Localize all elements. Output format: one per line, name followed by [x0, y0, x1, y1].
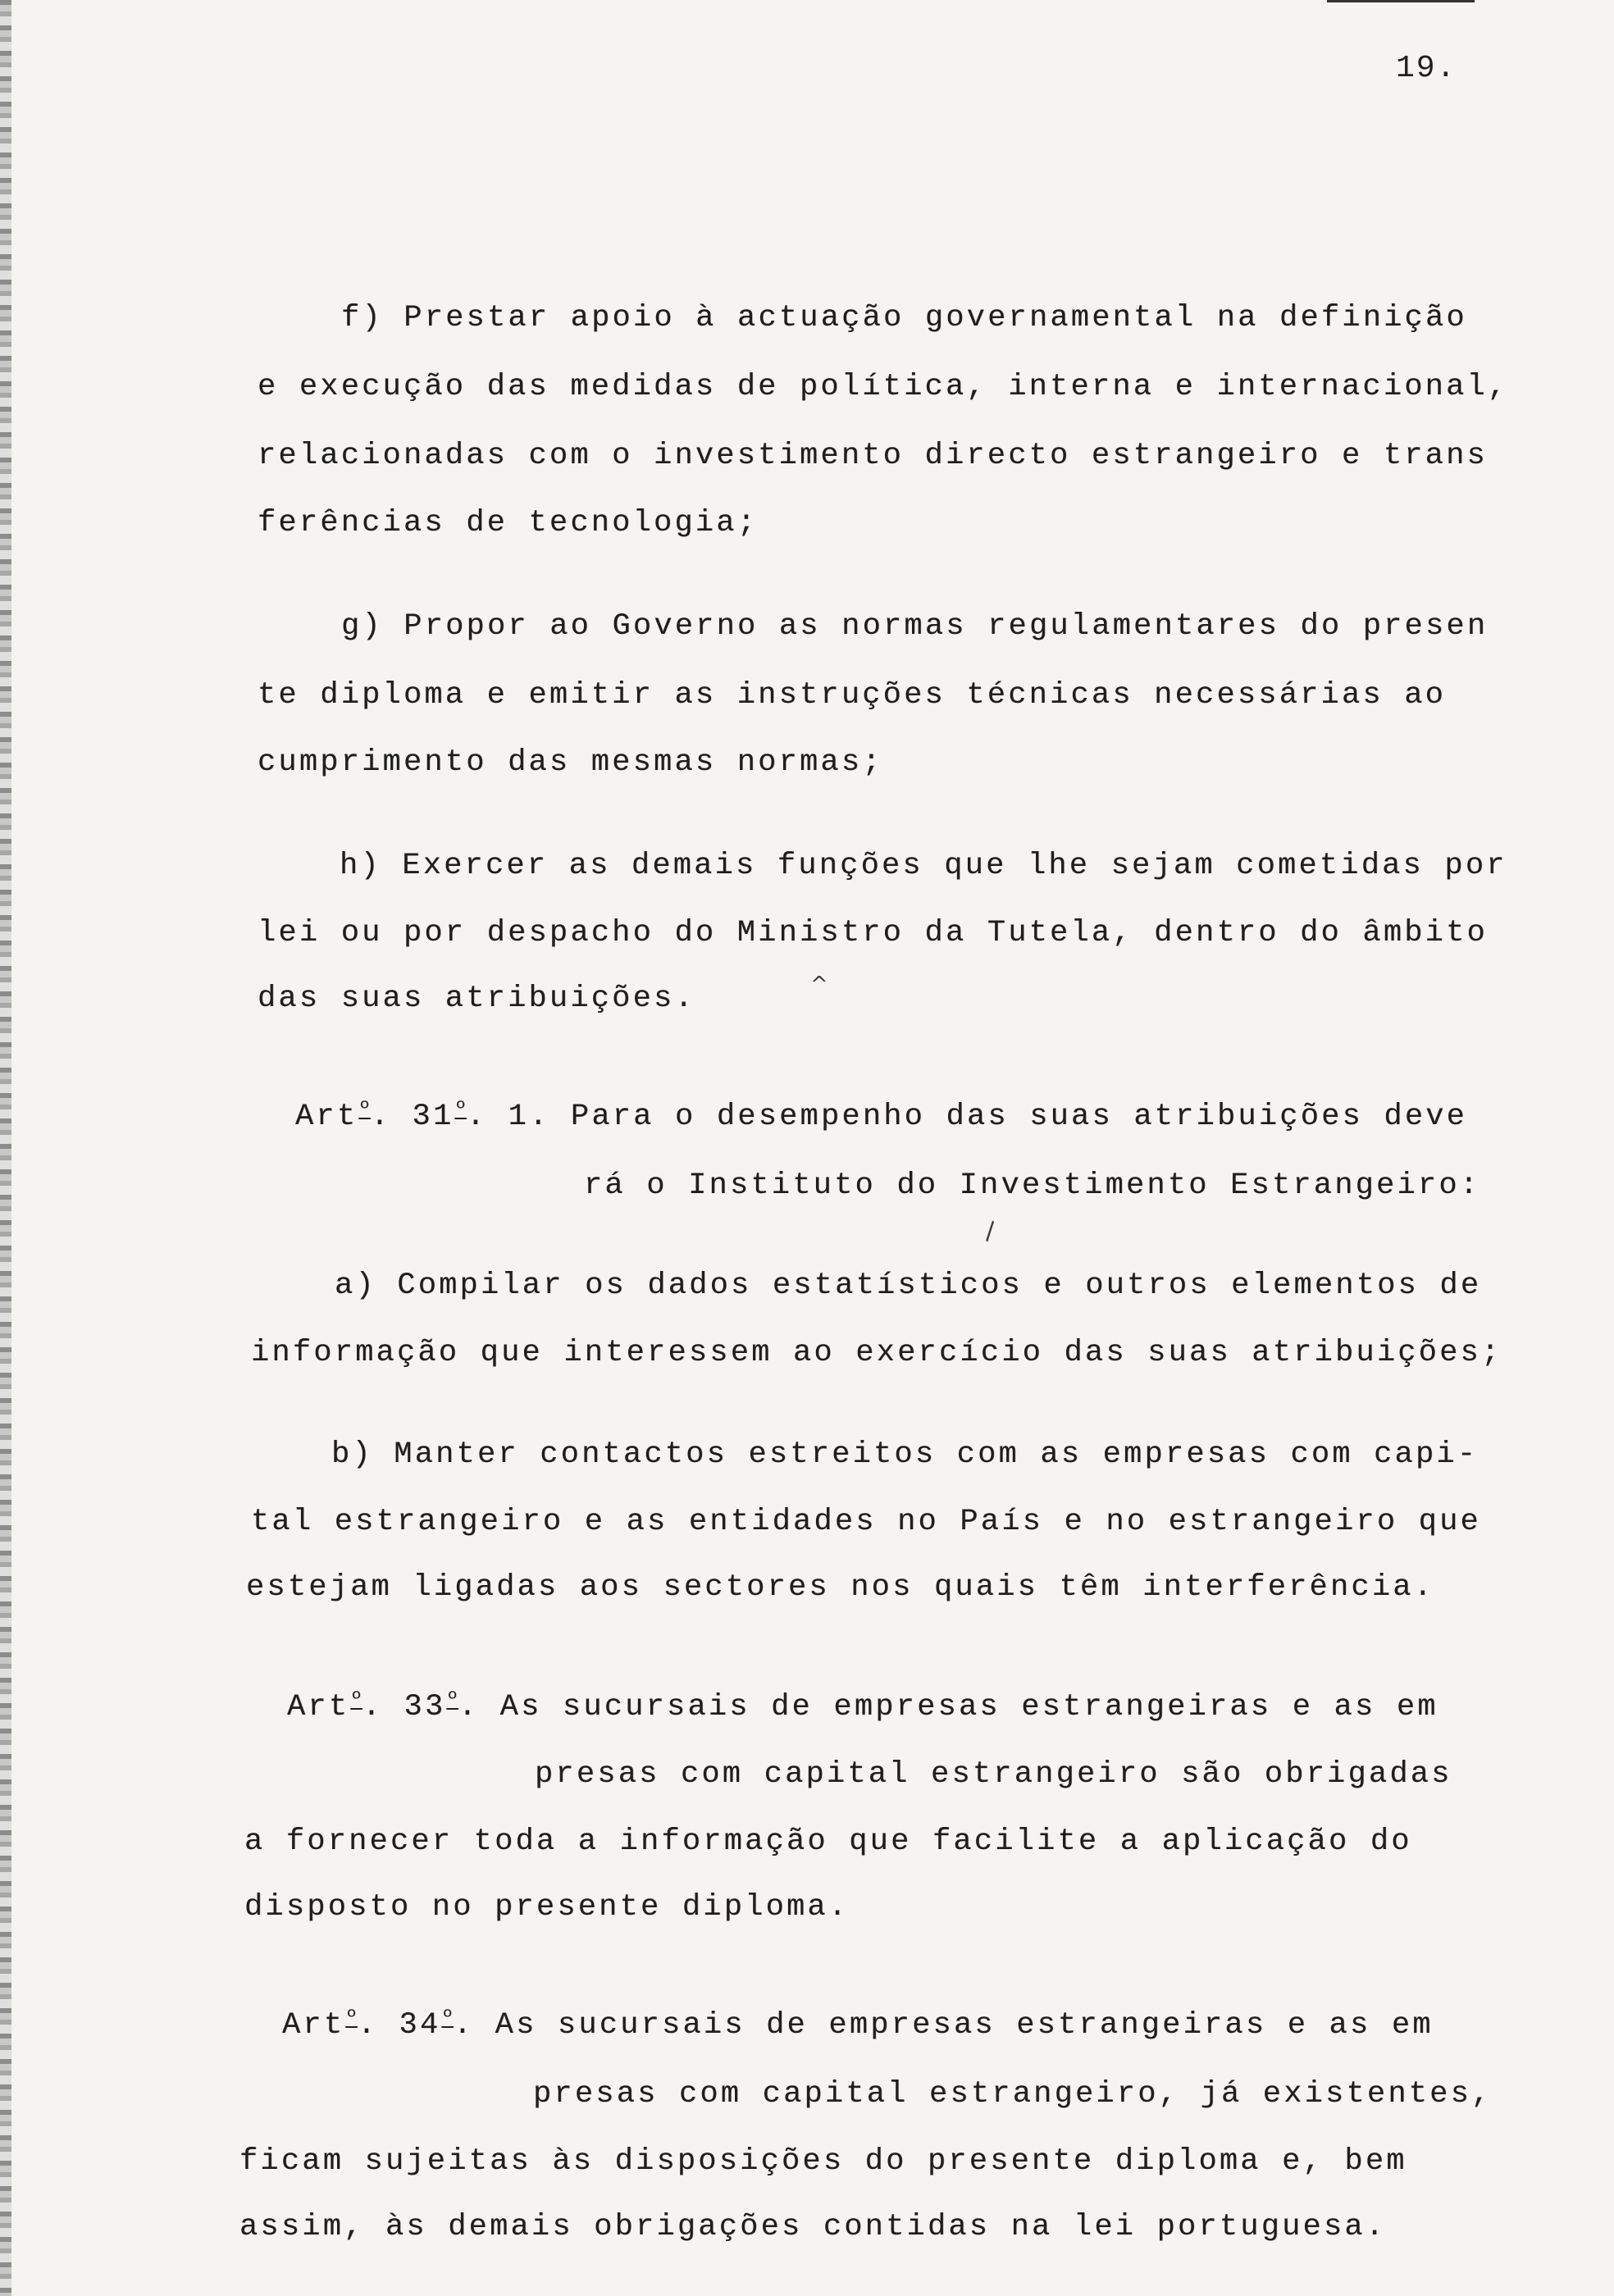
line-f-2: e execução das medidas de política, interna e internacional, — [258, 370, 1509, 404]
line-g-1: g) Propor ao Governo as normas regulamentares do presen — [341, 609, 1489, 644]
art31-a-1: a) Compilar os dados estatísticos e outros elementos de — [335, 1269, 1482, 1303]
line-f-3: relacionadas com o investimento directo estrangeiro e trans — [258, 439, 1488, 473]
art33-line-4: disposto no presente diploma. — [244, 1890, 850, 1925]
art34-line-4: assim, às demais obrigações contidas na lei portuguesa. — [239, 2210, 1387, 2244]
scan-edge — [0, 0, 11, 2296]
line-f-4: ferências de tecnologia; — [258, 506, 759, 540]
stray-mark: ^ — [810, 973, 828, 997]
line-h-1: h) Exercer as demais funções que lhe sejam cometidas por — [340, 849, 1507, 883]
art31-b-2: tal estrangeiro e as entidades no País e no estrangeiro que — [251, 1505, 1481, 1539]
art31-b-1: b) Manter contactos estreitos com as empresas com capi- — [331, 1437, 1479, 1472]
line-g-2: te diploma e emitir as instruções técnicas necessárias ao — [258, 678, 1447, 713]
top-rule — [1327, 0, 1475, 2]
stray-mark-2: \ — [978, 1217, 1002, 1246]
art34-line-2: presas com capital estrangeiro, já existentes, — [533, 2077, 1493, 2112]
art34-heading: Art$^º$. $34^º$. As sucursais de empresas estrangeiras e as em — [282, 2007, 1434, 2043]
line-f-1: f) Prestar apoio à actuação governamental na definição — [341, 301, 1467, 335]
art33-heading: Art$^º$. $33^º$. As sucursais de empresas estrangeiras e as em — [287, 1689, 1438, 1724]
line-h-3: das suas atribuições. — [258, 982, 695, 1016]
line-h-2: lei ou por despacho do Ministro da Tutela, dentro do âmbito — [258, 916, 1488, 950]
art33-line-3: a fornecer toda a informação que facilite a aplicação do — [244, 1824, 1412, 1859]
art31-heading: Art$^º$. $31^º$. 1. Para o desempenho das suas atribuições deve — [295, 1099, 1468, 1134]
art31-line-2: rá o Instituto do Investimento Estrangeiro: — [584, 1168, 1481, 1203]
page-number: 19. — [1396, 51, 1457, 86]
art31-a-2: informação que interessem ao exercício das suas atribuições; — [251, 1336, 1502, 1370]
art31-b-3: estejam ligadas aos sectores nos quais têm interferência. — [246, 1570, 1435, 1605]
art34-line-3: ficam sujeitas às disposições do presente diploma e, bem — [239, 2144, 1407, 2179]
line-g-3: cumprimento das mesmas normas; — [258, 745, 883, 780]
art33-line-2: presas com capital estrangeiro são obrigadas — [535, 1757, 1452, 1792]
